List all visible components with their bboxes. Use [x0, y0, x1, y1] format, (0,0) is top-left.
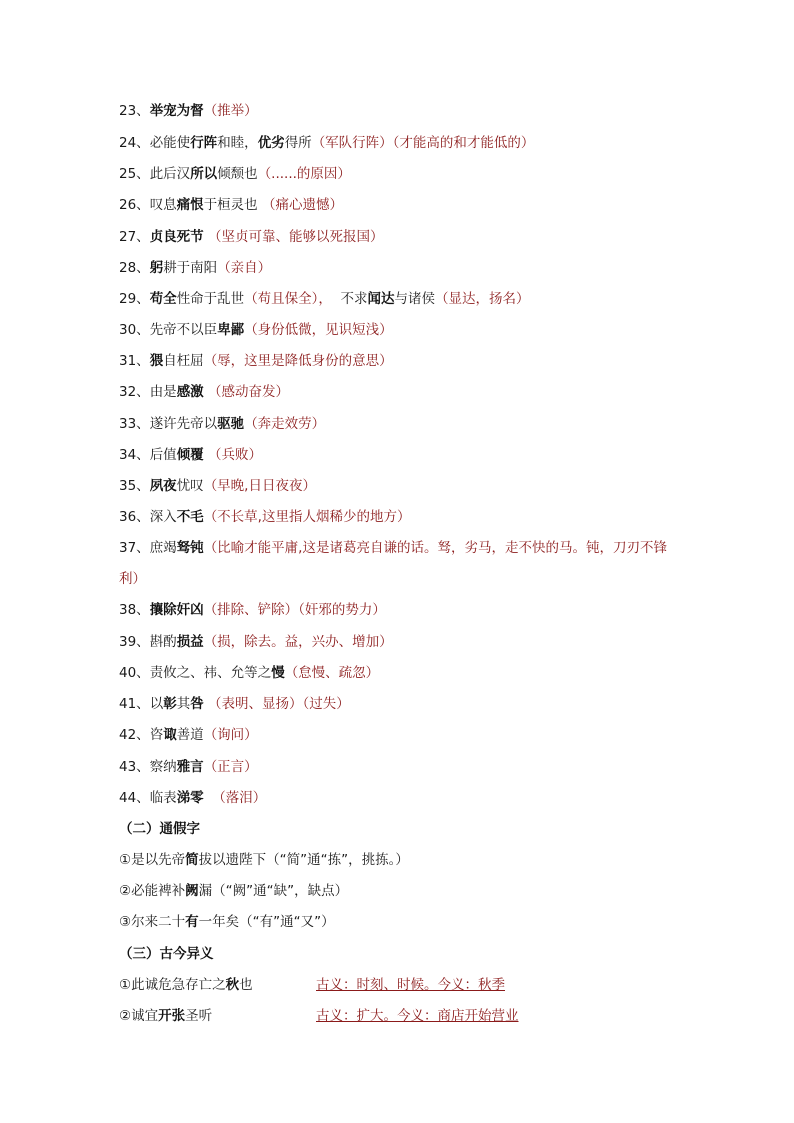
text: 和睦，	[217, 135, 258, 151]
text: 倾颓也	[217, 166, 258, 182]
text: 深入	[149, 509, 177, 525]
gloss: （奔走效劳）	[244, 416, 326, 432]
keyword: 不毛	[176, 509, 204, 525]
text: 忧叹	[176, 478, 204, 494]
gloss: （兵败）	[207, 447, 262, 463]
keyword: 阙	[185, 883, 199, 899]
gloss: （苟且保全），	[244, 291, 332, 307]
text: 咨	[149, 727, 164, 743]
text: 一年矣	[198, 914, 240, 930]
vocab-item-29	[119, 289, 530, 309]
keyword: 开张	[158, 1008, 186, 1024]
gloss: （正言）	[203, 759, 258, 775]
keyword: 咎	[190, 696, 204, 712]
item-number: 35、	[119, 478, 150, 494]
keyword: 举宠为督	[149, 103, 204, 119]
item-number: 36、	[119, 509, 150, 525]
vocab-item-30	[119, 320, 393, 340]
text: 得所	[284, 135, 312, 151]
vocab-item-40	[119, 663, 379, 683]
vocab-item-35	[119, 476, 316, 496]
vocab-item-44	[119, 788, 266, 808]
keyword: 行阵	[190, 135, 218, 151]
item-number: 24、	[119, 135, 150, 151]
text: 先帝不以臣	[149, 322, 218, 338]
vocab-item-36	[119, 507, 410, 527]
item-number: 44、	[119, 790, 150, 806]
keyword: 秋	[225, 977, 240, 993]
keyword: 雅言	[176, 759, 204, 775]
keyword: 所以	[190, 166, 218, 182]
text: 于桓灵也	[203, 197, 262, 213]
gloss: （亲自）	[217, 260, 272, 276]
gloss: （询问）	[203, 727, 258, 743]
vocab-item-27	[119, 227, 383, 247]
text: 圣听	[185, 1008, 213, 1024]
item-number: 23、	[119, 103, 150, 119]
keyword: 卑鄙	[217, 322, 245, 338]
text: ②诚宜	[119, 1008, 159, 1024]
text: 性命于乱世	[176, 291, 245, 307]
vocab-item-31	[119, 351, 393, 371]
item-number: 34、	[119, 447, 150, 463]
gujinyiyi-definition: 古义：时刻、时候。今义：秋季	[316, 977, 505, 993]
text: 自枉屈	[163, 353, 204, 369]
item-number: 42、	[119, 727, 150, 743]
text: ②必能裨补	[119, 883, 186, 899]
item-number: 27、	[119, 229, 150, 245]
text: 由是	[149, 384, 177, 400]
vocab-item-34	[119, 445, 262, 465]
keyword: 涕零	[176, 790, 204, 806]
keyword: 驽钝	[176, 540, 204, 556]
tongjiazi-item-1	[119, 850, 409, 870]
gloss: （损，除去。益，兴办、增加）	[203, 634, 393, 650]
gloss: （辱，这里是降低身份的意思）	[203, 353, 393, 369]
keyword: 损益	[176, 634, 204, 650]
keyword: 诹	[163, 727, 177, 743]
item-number: 25、	[119, 166, 150, 182]
item-number: 30、	[119, 322, 150, 338]
item-number: 40、	[119, 665, 150, 681]
text: 遂许先帝以	[149, 416, 218, 432]
gloss: （早晚,日日夜夜）	[203, 478, 316, 494]
item-number: 41、	[119, 696, 150, 712]
tongjiazi-item-3	[119, 912, 335, 932]
text: ①此诚危急存亡之	[119, 977, 226, 993]
text: 也	[239, 977, 253, 993]
item-number: 39、	[119, 634, 150, 650]
keyword: 简	[185, 852, 199, 868]
gloss: （感动奋发）	[207, 384, 289, 400]
keyword: 驱驰	[217, 416, 245, 432]
item-number: 28、	[119, 260, 150, 276]
keyword: 苟全	[149, 291, 177, 307]
gujinyiyi-phrase	[119, 975, 253, 995]
section-heading-gujinyiyi: （三）古今异义	[119, 946, 214, 962]
text	[204, 790, 213, 806]
text: 必能使	[149, 135, 191, 151]
item-number: 29、	[119, 291, 150, 307]
item-number: 43、	[119, 759, 150, 775]
vocab-item-39	[119, 632, 393, 652]
item-number: 32、	[119, 384, 150, 400]
gujinyiyi-definition: 古义：扩大。今义：商店开始营业	[316, 1008, 519, 1024]
text: 耕于南阳	[163, 260, 218, 276]
item-number: 37、	[119, 540, 150, 556]
vocab-item-26	[119, 195, 343, 215]
keyword: 痛恨	[176, 197, 204, 213]
text: 斟酌	[149, 634, 177, 650]
keyword: 感激	[176, 384, 204, 400]
gloss: （不长草,这里指人烟稀少的地方）	[203, 509, 411, 525]
text: 漏	[198, 883, 213, 899]
gloss: （排除、铲除）（奸邪的势力）	[203, 602, 386, 618]
text: ①是以先帝	[119, 852, 186, 868]
vocab-item-25	[119, 164, 351, 184]
text: 与诸侯	[394, 291, 436, 307]
keyword: 躬	[149, 260, 164, 276]
text: 拔以遗陛下	[198, 852, 267, 868]
item-number: 38、	[119, 602, 150, 618]
keyword: 有	[185, 914, 199, 930]
vocab-item-28	[119, 258, 271, 278]
gloss: （坚贞可靠、能够以死报国）	[207, 229, 384, 245]
keyword: 倾覆	[176, 447, 204, 463]
gloss: （推举）	[203, 103, 258, 119]
keyword: 闻达	[367, 291, 395, 307]
text: 此后汉	[149, 166, 191, 182]
tongjiazi-item-2	[119, 881, 348, 901]
vocab-item-43	[119, 757, 258, 777]
text: 察纳	[149, 759, 177, 775]
item-number: 31、	[119, 353, 150, 369]
keyword: 彰	[163, 696, 177, 712]
keyword: 慢	[271, 665, 285, 681]
vocab-item-42	[119, 725, 258, 745]
vocab-item-23	[119, 101, 258, 121]
vocab-item-32	[119, 382, 289, 402]
gloss: （显达，扬名）	[435, 291, 530, 307]
vocab-item-38	[119, 600, 386, 620]
text: 后值	[149, 447, 177, 463]
gloss: （军队行阵）（才能高的和才能低的）	[311, 135, 535, 151]
note: （“简”通“拣”，挑拣。）	[266, 852, 409, 868]
gloss: （痛心遗憾）	[261, 197, 343, 213]
vocab-item-41	[119, 694, 350, 714]
section-heading-tongjiazi: （二）通假字	[119, 821, 200, 837]
gloss: （落泪）	[212, 790, 267, 806]
keyword: 优劣	[257, 135, 285, 151]
keyword: 夙夜	[149, 478, 177, 494]
keyword: 猥	[149, 353, 164, 369]
text: 责攸之、祎、允等之	[149, 665, 272, 681]
gloss: （......的原因）	[257, 166, 351, 182]
text: 叹息	[149, 197, 177, 213]
text: 庶竭	[149, 540, 177, 556]
item-number: 33、	[119, 416, 150, 432]
gujinyiyi-phrase	[119, 1006, 212, 1026]
keyword: 攘除奸凶	[149, 602, 204, 618]
text: ③尔来二十	[119, 914, 186, 930]
vocab-item-33	[119, 414, 325, 434]
item-number: 26、	[119, 197, 150, 213]
gloss: （比喻才能平庸,这是诸葛亮自谦的话。驽，劣马，走不快的马。钝，刀刃不锋利）	[119, 540, 667, 587]
note: （“阙”通“缺”，缺点）	[212, 883, 349, 899]
text: 临表	[149, 790, 177, 806]
text: 善道	[176, 727, 204, 743]
text: 其	[176, 696, 191, 712]
text: 以	[149, 696, 164, 712]
gloss: （怠慢、疏忽）	[284, 665, 380, 681]
vocab-item-37	[119, 533, 679, 595]
gloss: （身份低微，见识短浅）	[244, 322, 393, 338]
note: （“有”通“又”）	[239, 914, 335, 930]
text: 不求	[331, 291, 368, 307]
keyword: 贞良死节	[149, 229, 204, 245]
vocab-item-24	[119, 133, 534, 153]
gloss: （表明、显扬）（过失）	[207, 696, 350, 712]
